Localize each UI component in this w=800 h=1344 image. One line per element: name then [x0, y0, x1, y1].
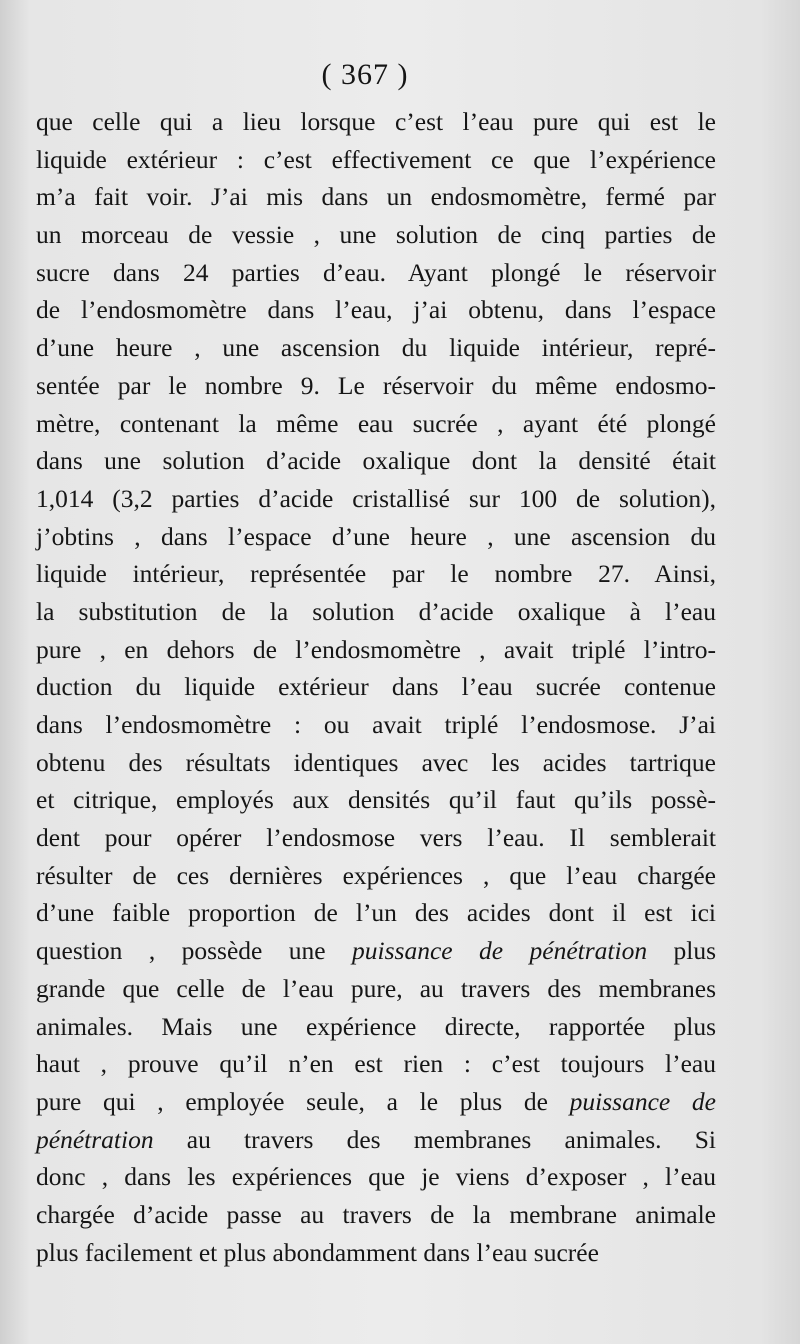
text-line: de l’endosmomètre dans l’eau, j’ai obtenu, dans l’espace	[36, 295, 716, 325]
text-line: grande que celle de l’eau pure, au travers des membranes	[36, 973, 716, 1003]
text-line: j’obtins , dans l’espace d’une heure , une ascension du	[36, 521, 716, 551]
text-run: plus	[647, 936, 717, 966]
text-line: sentée par le nombre 9. Le réservoir du même endosmo-	[36, 370, 716, 400]
text-line: haut , prouve qu’il n’en est rien : c’est toujours l’eau	[36, 1049, 716, 1079]
text-line: animales. Mais une expérience directe, rapportée plus	[36, 1011, 716, 1041]
text-line: pure , en dehors de l’endosmomètre , avait triplé l’intro-	[36, 634, 716, 664]
text-run: au travers des membranes animales. Si	[153, 1124, 716, 1154]
text-line: la substitution de la solution d’acide oxalique à l’eau	[36, 596, 716, 626]
text-line: dent pour opérer l’endosmose vers l’eau. Il semblerait	[36, 823, 716, 853]
text-line	[36, 932, 716, 970]
text-line: dans l’endosmomètre : ou avait triplé l’endosmose. J’ai	[36, 710, 716, 739]
body-text	[36, 103, 716, 1271]
text-line: obtenu des résultats identiques avec les acides tartrique	[36, 747, 716, 777]
italic-term: pénétration	[36, 1124, 154, 1154]
text-line: donc , dans les expériences que je viens d’exposer , l’eau	[36, 1162, 716, 1192]
text-line	[36, 1083, 716, 1121]
text-line: liquide extérieur : c’est effectivement ce que l’expérience	[36, 144, 716, 174]
text-line: sucre dans 24 parties d’eau. Ayant plongé le réservoir	[36, 257, 716, 287]
text-run: question , possède une	[36, 936, 353, 966]
text-run: pure qui , employée seule, a le plus de	[36, 1086, 570, 1116]
text-line: liquide intérieur, représentée par le nombre 27. Ainsi,	[36, 559, 716, 589]
text-line: duction du liquide extérieur dans l’eau sucrée contenue	[36, 672, 716, 702]
text-line: et citrique, employés aux densités qu’il faut qu’ils possè-	[36, 785, 716, 815]
text-line: mètre, contenant la même eau sucrée , ayant été plongé	[36, 408, 716, 438]
page-number: ( 367 )	[321, 58, 409, 91]
text-line: chargée d’acide passe au travers de la membrane animale	[36, 1199, 716, 1229]
text-line: un morceau de vessie , une solution de cinq parties de	[36, 220, 716, 250]
text-line: résulter de ces dernières expériences , que l’eau chargée	[36, 860, 716, 890]
italic-term: puissance de	[569, 1086, 716, 1116]
text-line: dans une solution d’acide oxalique dont la densité était	[36, 446, 716, 476]
text-line: plus facilement et plus abondamment dans l’eau sucrée	[36, 1237, 599, 1267]
italic-term: puissance de pénétration	[352, 936, 648, 966]
text-line: que celle qui a lieu lorsque c’est l’eau pure qui est le	[36, 107, 716, 136]
text-line: 1,014 (3,2 parties d’acide cristallisé sur 100 de solution),	[36, 483, 716, 513]
text-line: m’a fait voir. J’ai mis dans un endosmomètre, fermé par	[36, 182, 716, 212]
text-line: d’une heure , une ascension du liquide intérieur, repré-	[36, 333, 716, 363]
text-line	[36, 1121, 716, 1159]
text-line: d’une faible proportion de l’un des acides dont il est ici	[36, 898, 716, 928]
